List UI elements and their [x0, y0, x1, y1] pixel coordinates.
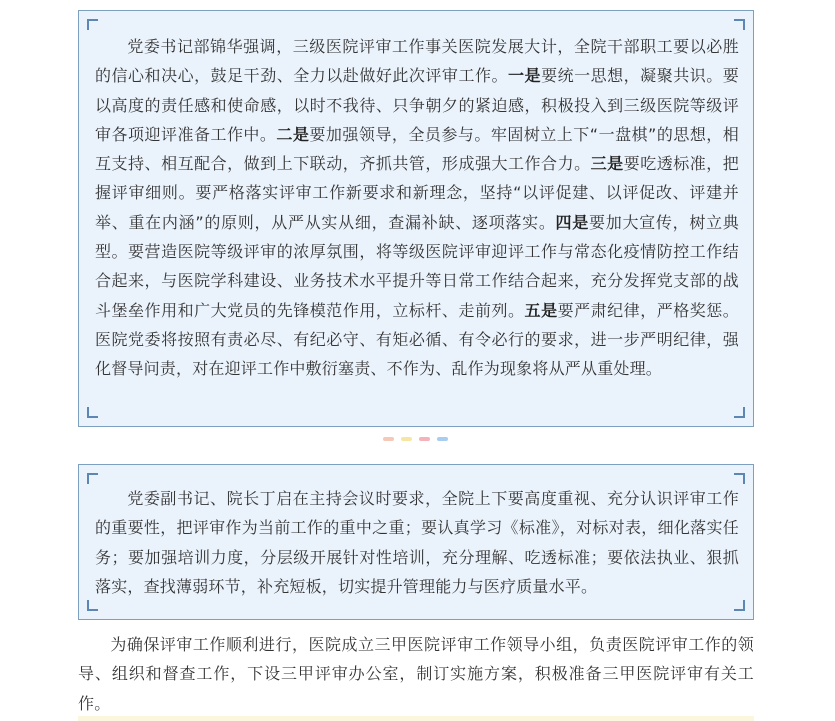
corner-mark-icon: [87, 407, 98, 418]
text-run: 要加大宣传，树立典型。要营造医院等级评审的浓厚氛围，将等级医院评审迎评工作与常态化疫情防控工作结合起来，与医院学科建设、业务技术水平提升等日常工作结合起来，充分发挥党支部的战斗堡垒作用和广大党员的先锋模范作用，立标杆、走前列。: [95, 212, 739, 320]
next-box-edge: [78, 716, 754, 721]
text-run: 要加强领导，全员参与。牢固树立上下“一盘棋”的思想，相互支持、相互配合，做到上下联动，齐抓共管，形成强大工作合力。: [95, 124, 740, 174]
bold-text-run: 二是: [276, 124, 310, 144]
corner-mark-icon: [734, 600, 745, 611]
quote-paragraph: [95, 32, 739, 384]
bold-text-run: 四是: [555, 212, 589, 232]
corner-mark-icon: [734, 19, 745, 30]
text-run: 要统一思想，凝聚共识。要以高度的责任感和使命感，以时不我待、只争朝夕的紧迫感，积极投入到三级医院等级评审各项迎评准备工作中。: [95, 66, 739, 144]
dash-mark: [383, 437, 394, 441]
quote-box-president: [78, 464, 754, 620]
corner-mark-icon: [734, 407, 745, 418]
separator-dashes: [383, 437, 448, 441]
bold-text-run: 一是: [508, 66, 542, 86]
corner-mark-icon: [87, 473, 98, 484]
bold-text-run: 三是: [590, 154, 624, 174]
dash-mark: [401, 437, 412, 441]
text-run: 为确保评审工作顺利进行，医院成立三甲医院评审工作领导小组，负责医院评审工作的领导、组织和督查工作，下设三甲评审办公室，制订实施方案，积极准备三甲医院评审有关工作。: [78, 635, 754, 713]
corner-mark-icon: [734, 473, 745, 484]
dash-mark: [437, 437, 448, 441]
body-paragraph: [78, 630, 754, 718]
bold-text-run: 五是: [524, 300, 558, 320]
text-run: 党委书记部锦华强调，三级医院评审工作事关医院发展大计，全院干部职工要以必胜的信心和决心，鼓足干劲、全力以赴做好此次评审工作。: [95, 37, 739, 86]
text-run: 要严肃纪律，严格奖惩。医院党委将按照有责必尽、有纪必守、有矩必循、有令必行的要求，进一步严明纪律，强化督导问责，对在迎评工作中敷衍塞责、不作为、乱作为现象将从严从重处理。: [95, 300, 740, 379]
quote-box-secretary: [78, 10, 754, 427]
corner-mark-icon: [87, 600, 98, 611]
text-run: 党委副书记、院长丁启在主持会议时要求，全院上下要高度重视、充分认识评审工作的重要性，把评审作为当前工作的重中之重；要认真学习《标准》，对标对表，细化落实任务；要加强培训力度，分层级开展针对性培训，充分理解、吃透标准；要依法执业、狠抓落实，查找薄弱环节，补充短板，切实提升管理能力与医疗质量水平。: [95, 489, 739, 596]
text-run: 要吃透标准，把握评审细则。要严格落实评审工作新要求和新理念，坚持“以评促建、以评促改、评建并举、重在内涵”的原则，从严从实从细，查漏补缺、逐项落实。: [95, 154, 739, 232]
quote-paragraph: [95, 484, 739, 601]
dash-mark: [419, 437, 430, 441]
corner-mark-icon: [87, 19, 98, 30]
